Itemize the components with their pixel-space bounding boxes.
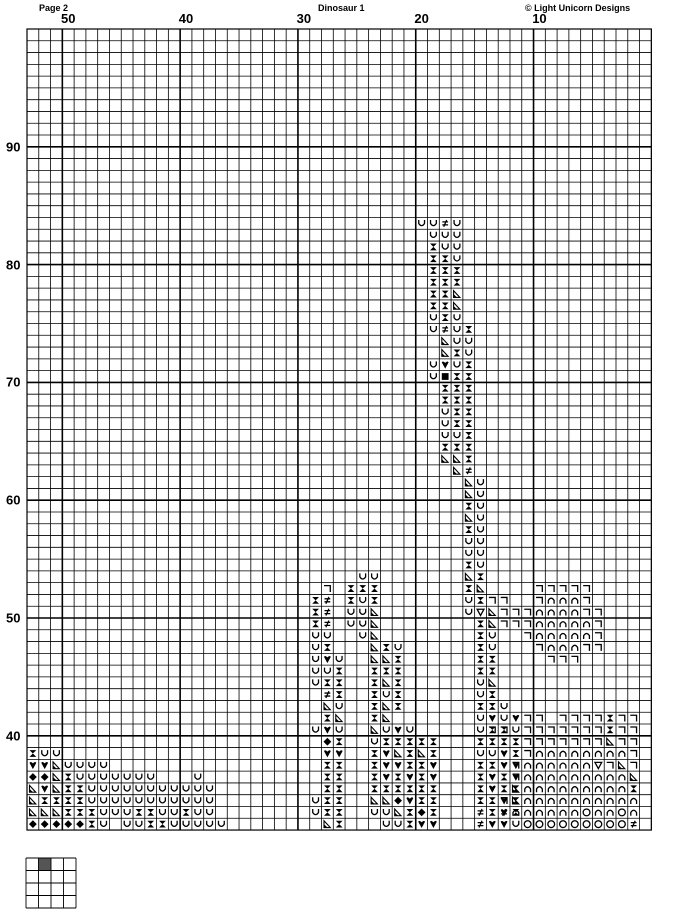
column-number: 30 — [296, 11, 312, 26]
copyright-credit: © Light Unicorn Designs — [525, 3, 631, 13]
row-number: 50 — [6, 610, 21, 626]
row-number: 60 — [6, 492, 21, 508]
pattern-title: Dinosaur 1 — [318, 3, 365, 13]
row-number: 80 — [6, 257, 21, 273]
column-number: 20 — [414, 11, 429, 26]
column-number: 50 — [60, 11, 76, 26]
row-number: 90 — [6, 139, 21, 155]
column-number: 40 — [178, 11, 194, 26]
row-number: 70 — [6, 374, 21, 390]
current-page-cell — [39, 858, 52, 871]
column-number: 10 — [532, 11, 547, 26]
row-number: 40 — [6, 728, 21, 744]
page-label: Page 2 — [39, 3, 69, 13]
